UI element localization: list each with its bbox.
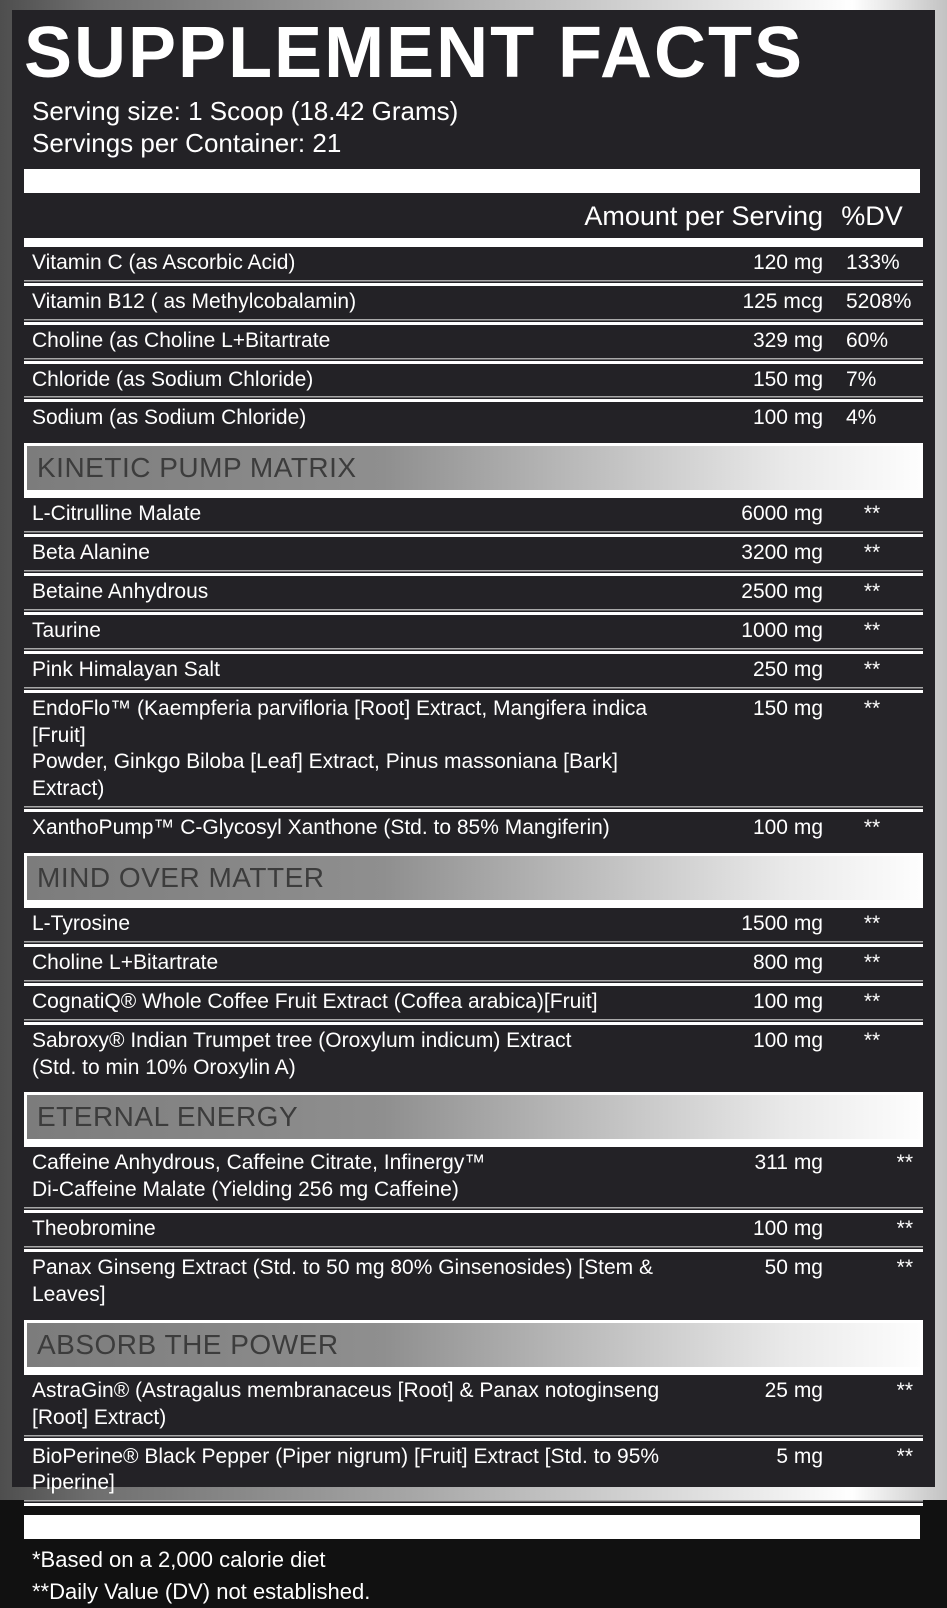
ingredient-name: Sodium (as Sodium Chloride) [32, 406, 307, 430]
ingredient-dv: ** [896, 1444, 913, 1468]
footnote-dv-not-established: **Daily Value (DV) not established. [32, 1579, 371, 1605]
ingredient-row [24, 986, 923, 1019]
ingredient-row [24, 364, 923, 397]
ingredient-name-line2: (Std. to min 10% Oroxylin A) [32, 1055, 296, 1079]
ingredient-amount: 120 mg [752, 250, 823, 274]
ingredient-amount: 2500 mg [741, 580, 823, 603]
section-header-absorb-the-power [24, 1320, 923, 1375]
ingredient-name: BioPerine® Black Pepper (Piper nigrum) [Fruit] Extract [Std. to 95% Piperine] [32, 1444, 660, 1495]
ingredient-dv: ** [863, 502, 881, 526]
ingredient-name: Choline (as Choline L+Bitartrate [32, 328, 331, 352]
row-separator [24, 1500, 923, 1506]
ingredient-name: Sabroxy® Indian Trumpet tree (Oroxylum indicum) Extract [32, 1028, 572, 1052]
section-header-text: MIND OVER MATTER [37, 862, 325, 893]
ingredient-dv: ** [863, 912, 881, 935]
ingredient-name-line2: Powder, Ginkgo Biloba [Leaf] Extract, Pinus massoniana [Bark] Extract) [32, 750, 618, 801]
ingredient-name: Panax Ginseng Extract (Std. to 50 mg 80% Ginsenosides) [Stem & Leaves] [32, 1256, 653, 1306]
ingredient-amount: 250 mg [752, 657, 823, 681]
ingredient-row [24, 947, 923, 980]
ingredient-name-line2: Di-Caffeine Malate (Yielding 256 mg Caffeine) [32, 1178, 459, 1202]
ingredient-row [24, 1375, 923, 1435]
ingredient-row [24, 402, 923, 435]
serving-size: Serving size: 1 Scoop (18.42 Grams) [32, 95, 459, 126]
ingredient-amount: 311 mg [754, 1151, 823, 1175]
ingredient-amount: 329 mg [752, 328, 823, 352]
ingredient-row [24, 247, 923, 280]
section-header-eternal-energy [24, 1092, 923, 1147]
section-header-text: KINETIC PUMP MATRIX [37, 452, 357, 484]
ingredient-dv: ** [863, 696, 881, 720]
ingredient-dv: ** [863, 950, 881, 974]
ingredient-row [24, 654, 923, 687]
amount-column-header: Amount per Serving [584, 200, 823, 231]
ingredient-row [24, 537, 923, 570]
ingredient-dv: ** [896, 1378, 913, 1402]
ingredient-row [24, 908, 923, 941]
ingredient-row [24, 1441, 923, 1501]
supplement-facts-panel [12, 10, 935, 1605]
ingredient-amount: 100 mg [752, 406, 823, 430]
ingredient-dv: 5208% [846, 289, 912, 313]
section-eternal-energy [24, 1147, 923, 1311]
section-header-mind-over-matter [24, 853, 923, 908]
section-header-text: ABSORB THE POWER [37, 1328, 339, 1360]
ingredient-name: Taurine [32, 618, 101, 642]
footnotes [24, 1544, 923, 1608]
ingredient-name: Caffeine Anhydrous, Caffeine Citrate, Infinergy™ [32, 1151, 486, 1175]
ingredient-dv: ** [863, 618, 881, 642]
header-divider-bar [24, 238, 923, 247]
ingredient-dv: ** [863, 816, 881, 840]
divider-bar-top [24, 169, 920, 193]
ingredient-name: Betaine Anhydrous [32, 580, 209, 603]
ingredient-row [24, 1213, 923, 1246]
ingredient-name: Pink Himalayan Salt [32, 657, 220, 681]
ingredient-name: Vitamin B12 ( as Methylcobalamin) [32, 289, 357, 313]
section-kinetic-pump-matrix [24, 498, 923, 845]
ingredient-amount: 100 mg [752, 989, 823, 1013]
ingredient-dv: ** [863, 657, 881, 681]
ingredient-name: EndoFlo™ (Kaempferia parvifloria [Root] Extract, Mangifera indica [Fruit] [32, 696, 648, 747]
ingredient-amount: 25 mg [764, 1378, 823, 1402]
ingredient-dv: 7% [846, 367, 877, 391]
ingredient-row [24, 498, 923, 531]
ingredient-row [24, 693, 923, 807]
ingredient-amount: 150 mg [752, 367, 823, 391]
section-header-kinetic-pump-matrix [24, 443, 923, 498]
ingredient-name: Vitamin C (as Ascorbic Acid) [32, 250, 296, 274]
ingredient-name: CognatiQ® Whole Coffee Fruit Extract (Coffea arabica)[Fruit] [32, 989, 598, 1013]
dv-column-header: %DV [841, 200, 903, 231]
ingredient-name: Theobromine [32, 1217, 156, 1241]
ingredient-dv: 133% [846, 250, 900, 274]
ingredient-dv: ** [896, 1151, 913, 1175]
ingredient-dv: 60% [846, 328, 889, 352]
ingredient-row [24, 1025, 923, 1085]
ingredient-amount: 3200 mg [741, 541, 823, 565]
ingredient-amount: 1500 mg [741, 912, 823, 935]
ingredient-name: Chloride (as Sodium Chloride) [32, 367, 314, 391]
ingredient-dv: ** [896, 1256, 913, 1279]
ingredient-row [24, 286, 923, 319]
ingredient-row [24, 1252, 923, 1312]
main-ingredient-list [24, 247, 923, 435]
ingredient-row [24, 615, 923, 648]
ingredient-row [24, 576, 923, 609]
section-header-text: ETERNAL ENERGY [37, 1101, 299, 1133]
divider-bar-bottom [24, 1515, 920, 1539]
section-absorb-the-power [24, 1375, 923, 1501]
ingredient-row [24, 812, 923, 845]
ingredient-dv: ** [863, 580, 881, 603]
ingredient-row [24, 325, 923, 358]
ingredient-name: Choline L+Bitartrate [32, 950, 219, 974]
servings-per-container: Servings per Container: 21 [32, 128, 342, 159]
section-mind-over-matter [24, 908, 923, 1084]
ingredient-dv: ** [896, 1217, 913, 1241]
ingredient-amount: 100 mg [752, 816, 823, 840]
page-title: SUPPLEMENT FACTS [24, 13, 805, 93]
ingredient-amount: 125 mcg [742, 289, 823, 313]
ingredient-amount: 100 mg [752, 1028, 823, 1052]
ingredient-name: AstraGin® (Astragalus membranaceus [Root] & Panax notoginseng [Root] Extract) [32, 1378, 660, 1429]
ingredient-name: L-Tyrosine [32, 912, 131, 935]
ingredient-amount: 800 mg [752, 950, 823, 974]
ingredient-name: Beta Alanine [32, 541, 150, 565]
footnote-calorie-diet: *Based on a 2,000 calorie diet [32, 1547, 326, 1573]
ingredient-amount: 6000 mg [741, 502, 823, 526]
ingredient-dv: ** [863, 989, 881, 1013]
ingredient-amount: 150 mg [752, 696, 823, 720]
ingredient-amount: 50 mg [764, 1256, 823, 1279]
ingredient-amount: 1000 mg [741, 618, 823, 642]
ingredient-name: L-Citrulline Malate [32, 502, 202, 526]
ingredient-name: XanthoPump™ C-Glycosyl Xanthone (Std. to 85% Mangiferin) [32, 816, 610, 840]
column-headers [24, 193, 923, 238]
ingredient-amount: 5 mg [776, 1444, 823, 1468]
ingredient-dv: ** [863, 1028, 881, 1052]
ingredient-dv: ** [863, 541, 881, 565]
ingredient-dv: 4% [846, 406, 877, 430]
ingredient-amount: 100 mg [752, 1217, 823, 1241]
ingredient-row [24, 1147, 923, 1207]
